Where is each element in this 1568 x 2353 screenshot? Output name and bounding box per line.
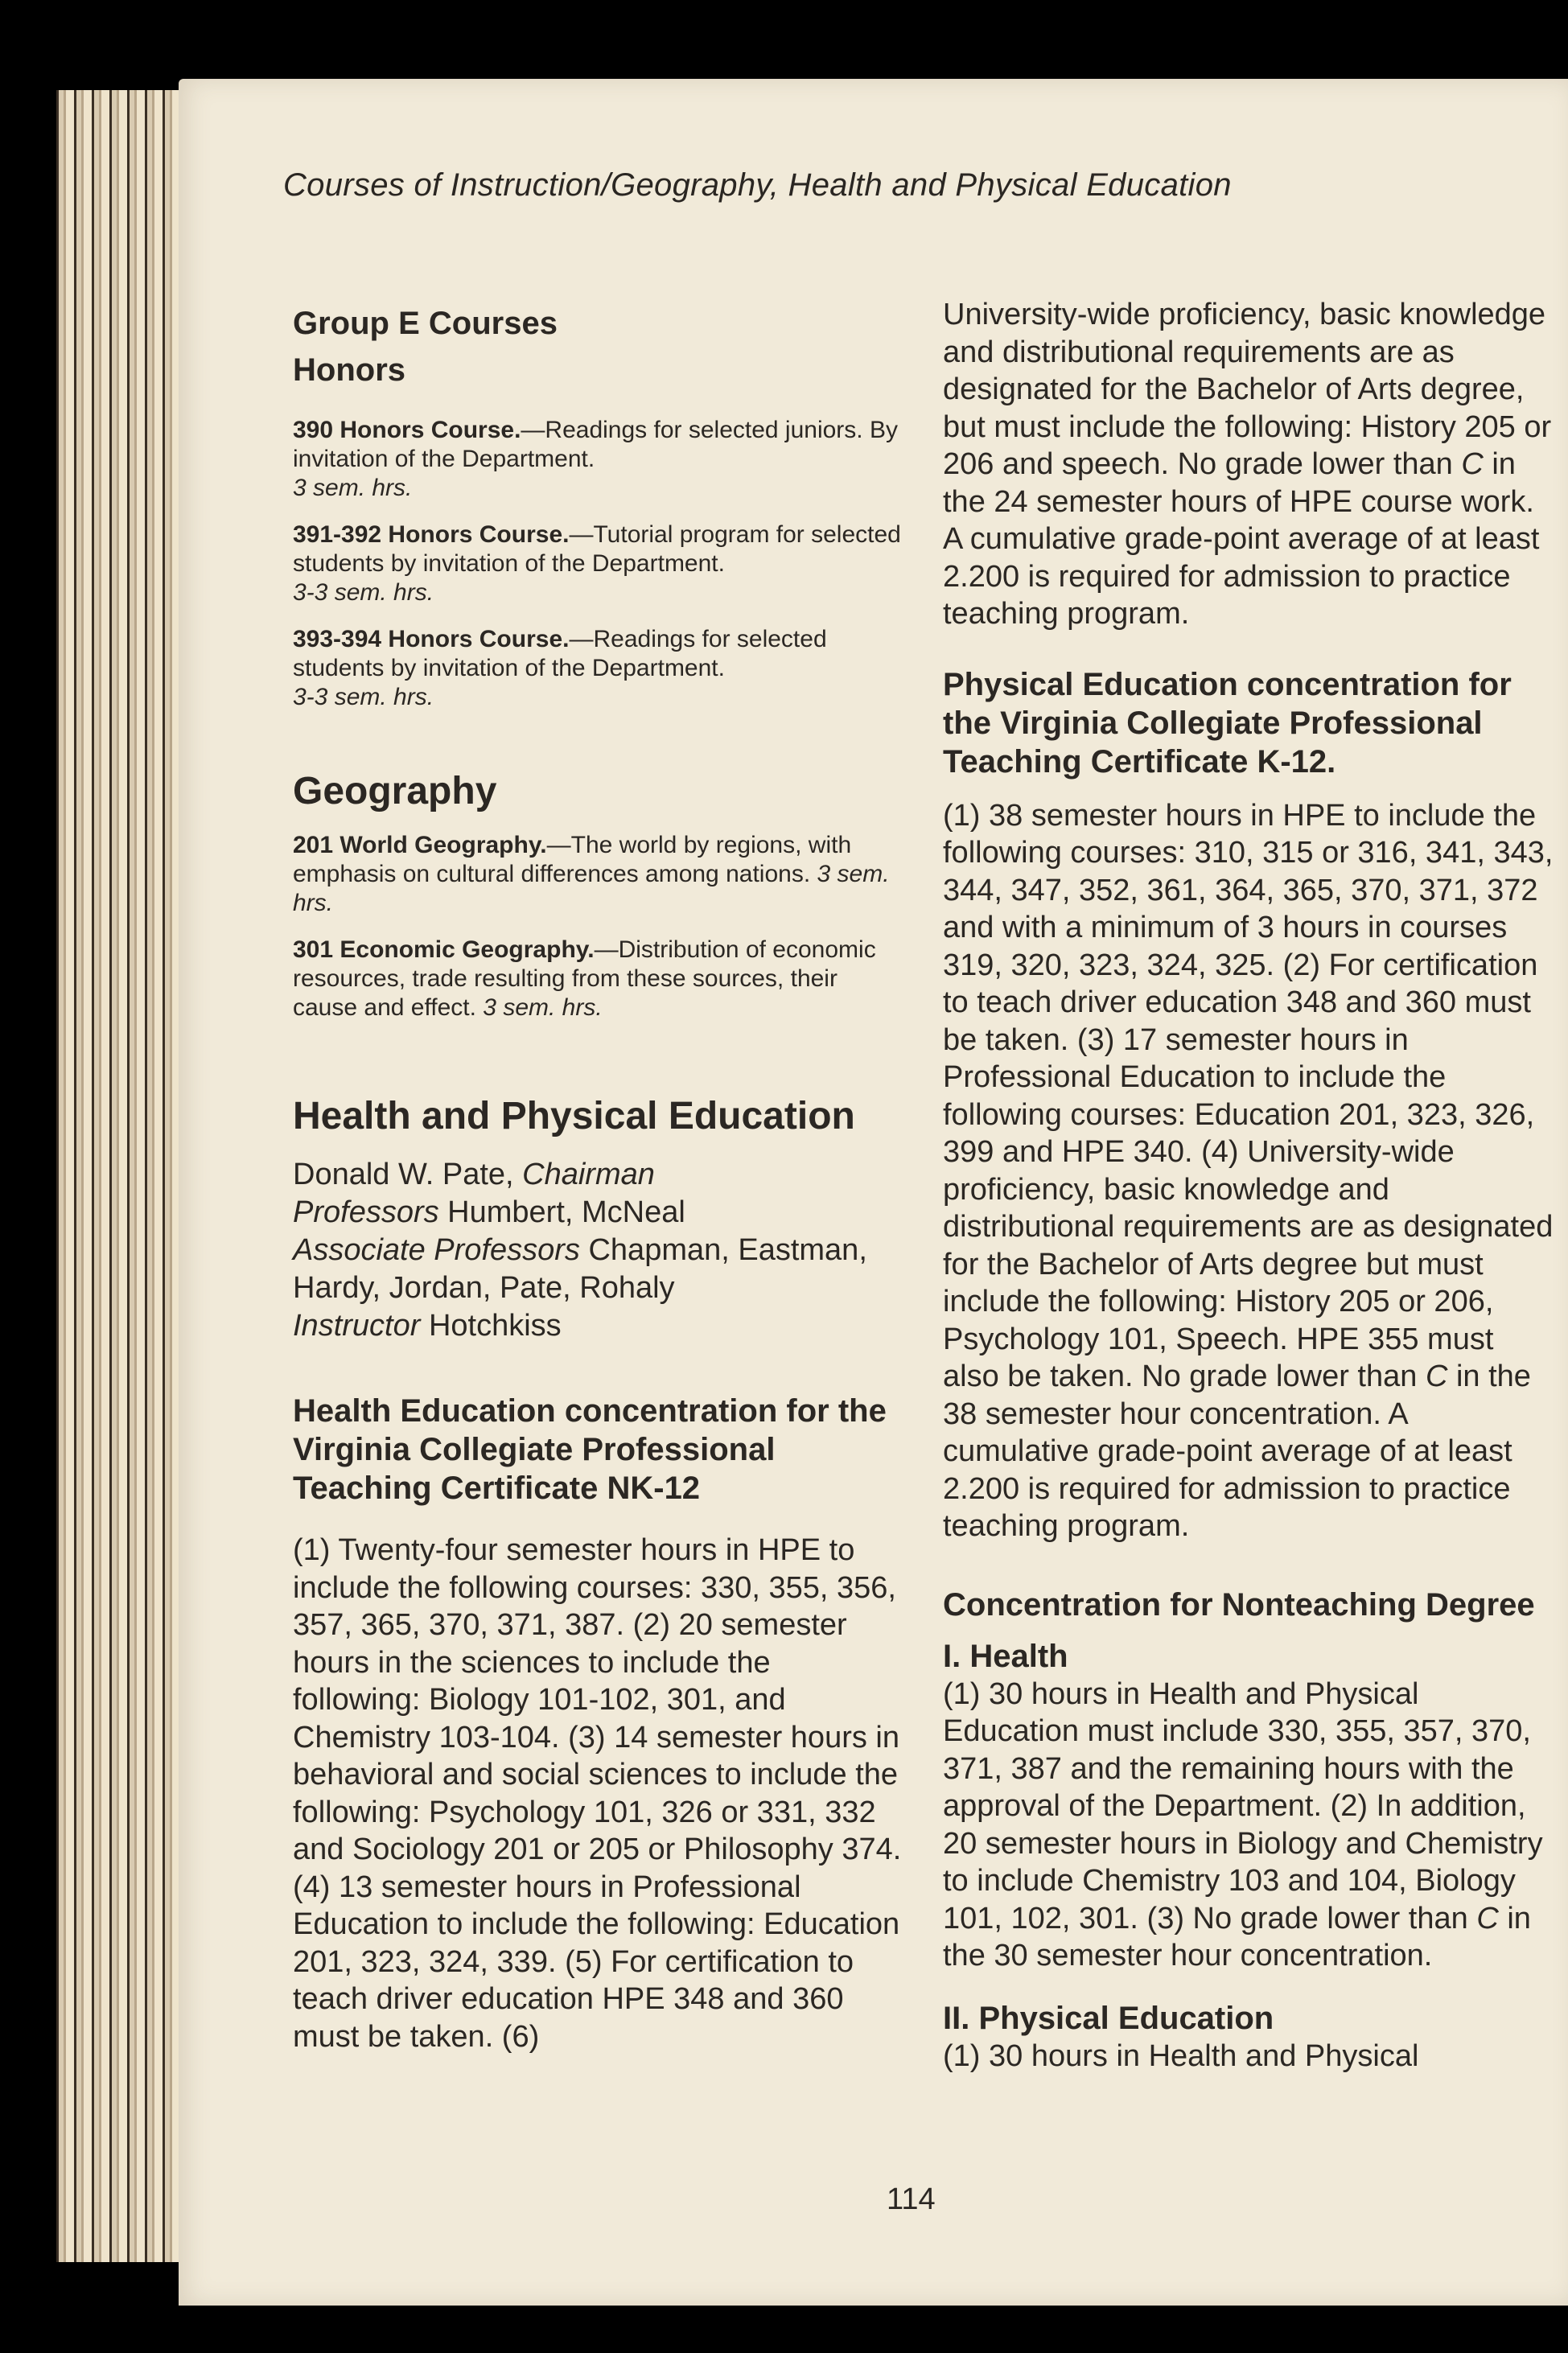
course-hours: 3-3 sem. hrs. bbox=[293, 684, 434, 710]
page-number: 114 bbox=[887, 2182, 936, 2216]
continued-requirements-text bbox=[943, 296, 1554, 633]
course-description: —The world by regions, with emphasis on cultural differences among nations. bbox=[293, 832, 852, 887]
grade-letter: C bbox=[1461, 447, 1484, 481]
pe-part-text: (1) 30 hours in Health and Physical bbox=[943, 2038, 1419, 2073]
course-hours: 3 sem. hrs. bbox=[293, 861, 890, 916]
pe-concentration-heading: Physical Education concentration for the Virginia Collegiate Professional Teaching Certificate K-12. bbox=[943, 666, 1512, 780]
pe-concentration-text bbox=[943, 797, 1554, 1545]
pe-part-heading: II. Physical Education bbox=[943, 2000, 1274, 2036]
associate-names: Chapman, Eastman, bbox=[579, 1233, 867, 1267]
course-description: —Readings for selected juniors. By invitation of the Department. bbox=[293, 417, 898, 472]
associate-professors-line-cont: Hardy, Jordan, Pate, Rohaly bbox=[293, 1271, 675, 1305]
text-run: (1) 30 hours in Health and Physical Education must include 330, 355, 357, 370, 371, 387 and the remaining hours with the approval of the Department. (2) In addition, 20 semester hours in Biology and Chemistry to include Chemistry 103 and 104, Biology 101, 102, 301. (3) No grade lower than bbox=[943, 1676, 1543, 1935]
nonteaching-heading: Concentration for Nonteaching Degree bbox=[943, 1586, 1535, 1623]
course-description: —Readings for selected students by invitation of the Department. bbox=[293, 626, 827, 681]
health-part-heading: I. Health bbox=[943, 1638, 1068, 1674]
text-run: University-wide proficiency, basic knowledge and distributional requirements are as designated for the Bachelor of Arts degree, but must include the following: History 205 or 206 and speech. No grade lower than bbox=[943, 298, 1552, 481]
course-title: 391-392 Honors Course. bbox=[293, 521, 570, 548]
text-run: (1) 38 semester hours in HPE to include the following courses: 310, 315 or 316, 341, 343, 344, 347, 352, 361, 364, 365, 370, 371, 372 and with a minimum of 3 hours in courses 319, 320, 323, 324, 325. (2) For certification to teach driver education 348 and 360 must be taken. (3) 17 semester hours in Professional Education to include the following courses: Education 201, 323, 326, 399 and HPE 340. (4) University-wide proficiency, basic knowledge and distributional requirements are as designated for the Bachelor of Arts degree but must include the following: History 205 or 206, Psychology 101, Speech. HPE 355 must also be taken. No grade lower than bbox=[943, 798, 1554, 1393]
course-entry bbox=[293, 625, 904, 712]
chairman-name: Donald W. Pate, bbox=[293, 1158, 523, 1191]
course-title: 390 Honors Course. bbox=[293, 417, 521, 443]
health-concentration-text: (1) Twenty-four semester hours in HPE to include the following courses: 330, 355, 356, 357, 365, 370, 371, 387. (2) 20 semester hours in the sciences to include the following: Biology 101-102, 301, and Chemistry 103-104. (3) 14 semester hours in behavioral and social sciences to include the following: Psychology 101, 326 or 331, 332 and Sociology 201 or 205 or Philosophy 374. (4) 13 semester hours in Professional Education to include the following: Education 201, 323, 324, 339. (5) For certification to teach driver education HPE 348 and 360 must be taken. (6) bbox=[293, 1533, 902, 2054]
book-page bbox=[179, 79, 1568, 2306]
course-entry bbox=[293, 416, 904, 503]
course-entry bbox=[293, 520, 904, 607]
course-title: 201 World Geography. bbox=[293, 832, 547, 858]
course-title: 301 Economic Geography. bbox=[293, 936, 595, 963]
geography-heading: Geography bbox=[293, 770, 497, 812]
course-description: —Distribution of economic resources, trade resulting from these sources, their cause and effect. bbox=[293, 936, 876, 1021]
course-title: 393-394 Honors Course. bbox=[293, 626, 570, 652]
course-hours: 3 sem. hrs. bbox=[483, 994, 603, 1021]
chairman-role: Chairman bbox=[522, 1158, 655, 1191]
group-heading: Group E Courses bbox=[293, 306, 558, 341]
instructor-role: Instructor bbox=[293, 1309, 421, 1343]
professors-role: Professors bbox=[293, 1195, 439, 1229]
book-page-edges bbox=[56, 90, 181, 2262]
text-run: in the 24 semester hours of HPE course work. A cumulative grade-point average of at least 2.200 is required for admission to practice teaching program. bbox=[943, 447, 1540, 631]
professors-names: Humbert, McNeal bbox=[438, 1195, 685, 1229]
course-hours: 3 sem. hrs. bbox=[293, 475, 413, 501]
text-run: in the 30 semester hour concentration. bbox=[943, 1901, 1531, 1972]
course-description: —Tutorial program for selected students by invitation of the Department. bbox=[293, 521, 901, 577]
hpe-heading: Health and Physical Education bbox=[293, 1095, 855, 1137]
text-run: in the 38 semester hour concentration. A cumulative grade-point average of at least 2.200 is required for admission to practice teaching program. bbox=[943, 1360, 1531, 1543]
course-entry bbox=[293, 936, 904, 1022]
running-head: Courses of Instruction/Geography, Health and Physical Education bbox=[283, 167, 1232, 203]
course-hours: 3-3 sem. hrs. bbox=[293, 579, 434, 606]
grade-letter: C bbox=[1425, 1360, 1448, 1393]
grade-letter: C bbox=[1476, 1901, 1499, 1935]
honors-heading: Honors bbox=[293, 352, 405, 388]
instructor-names: Hotchkiss bbox=[420, 1309, 562, 1343]
health-concentration-heading: Health Education concentration for the Virginia Collegiate Professional Teaching Certificate NK-12 bbox=[293, 1393, 887, 1506]
associate-role: Associate Professors bbox=[293, 1233, 580, 1267]
course-entry bbox=[293, 831, 904, 918]
right-column bbox=[943, 296, 1554, 2075]
health-part-text bbox=[943, 1676, 1554, 1975]
